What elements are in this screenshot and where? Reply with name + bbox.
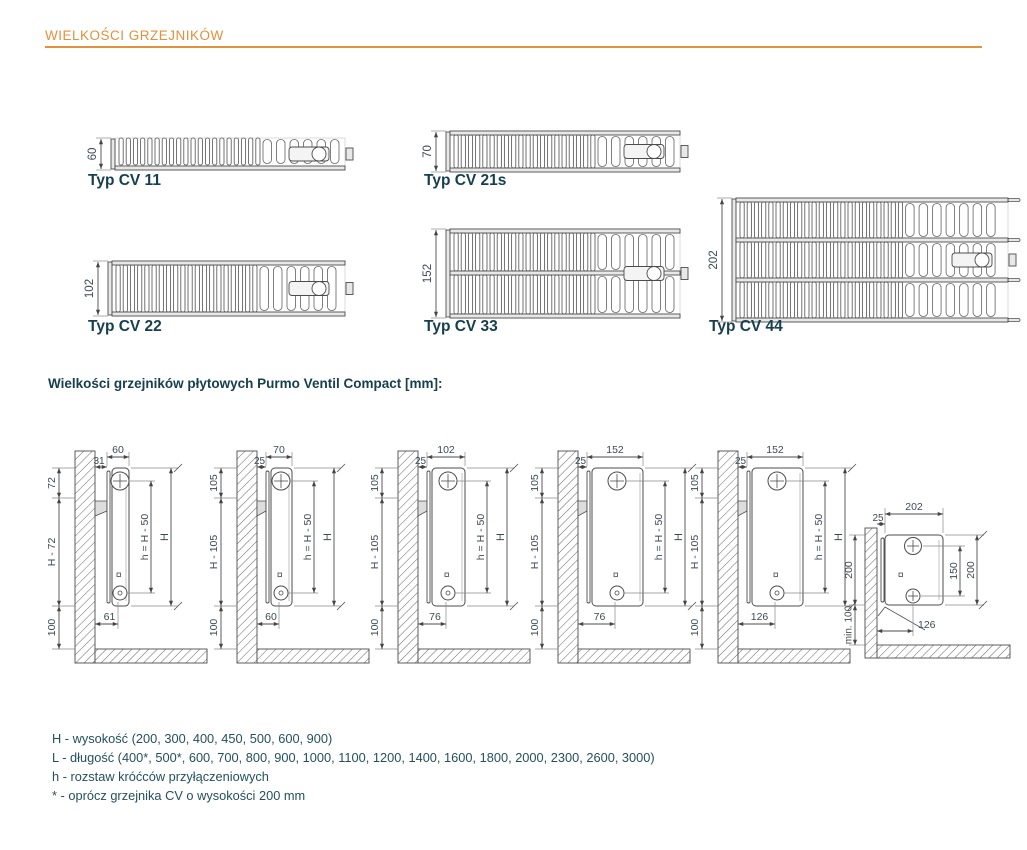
side-view-cv21s	[208, 444, 369, 663]
svg-text:H - 105: H - 105	[688, 534, 701, 570]
svg-text:100: 100	[688, 618, 701, 637]
wall-bracket	[95, 501, 107, 516]
svg-text:25: 25	[574, 456, 587, 467]
svg-text:25: 25	[734, 456, 747, 467]
svg-text:105: 105	[207, 474, 220, 492]
svg-text:H - 105: H - 105	[207, 534, 220, 570]
side-view-cv44	[689, 444, 856, 663]
svg-text:200: 200	[842, 561, 855, 579]
svg-text:H: H	[672, 533, 685, 541]
svg-text:200: 200	[964, 561, 977, 579]
cross-section-label-cv11: Typ CV 11	[88, 172, 161, 189]
svg-text:202: 202	[905, 501, 923, 513]
footnote-h: H - wysokość (200, 300, 400, 450, 500, 600, 900)	[52, 731, 333, 746]
svg-text:60: 60	[112, 444, 124, 456]
svg-text:202: 202	[708, 250, 721, 270]
svg-text:102: 102	[437, 444, 455, 456]
cross-section-cv44	[708, 198, 1020, 322]
svg-text:152: 152	[766, 444, 784, 456]
svg-text:h = H - 50: h = H - 50	[652, 513, 665, 561]
cross-section-cv22	[84, 261, 353, 316]
svg-text:105: 105	[528, 474, 541, 492]
svg-text:126: 126	[750, 611, 769, 623]
svg-text:h = H - 50: h = H - 50	[138, 513, 151, 561]
section2-heading: Wielkości grzejników płytowych Purmo Ventil Compact [mm]:	[48, 376, 443, 391]
cross-section-label-cv21s: Typ CV 21s	[424, 172, 507, 189]
wall-hatch	[865, 528, 877, 658]
svg-text:H: H	[158, 533, 171, 541]
wall-hatch	[558, 451, 578, 663]
svg-text:25: 25	[414, 456, 427, 467]
svg-text:100: 100	[528, 618, 541, 637]
svg-text:60: 60	[265, 611, 277, 623]
floor-hatch	[578, 649, 690, 663]
svg-text:72: 72	[45, 477, 58, 489]
side-view-low-profile	[843, 501, 1010, 658]
wall-bracket	[738, 501, 747, 516]
side-view-cv22	[369, 444, 530, 663]
svg-text:25: 25	[872, 513, 884, 524]
svg-text:61: 61	[103, 611, 116, 623]
cross-section-label-cv22: Typ CV 22	[88, 318, 162, 335]
cross-section-label-cv44: Typ CV 44	[709, 318, 783, 335]
svg-text:H - 105: H - 105	[528, 534, 541, 570]
svg-text:102: 102	[84, 278, 97, 299]
wall-bracket	[418, 501, 427, 516]
svg-text:152: 152	[422, 263, 435, 284]
svg-text:60: 60	[87, 147, 100, 161]
svg-text:105: 105	[368, 474, 381, 492]
svg-text:h = H - 50: h = H - 50	[301, 513, 314, 561]
cross-section-cv33	[422, 229, 688, 318]
footnote-star: * - oprócz grzejnika CV o wysokości 200 mm	[52, 788, 306, 803]
svg-text:h = H - 50: h = H - 50	[474, 513, 487, 561]
floor-hatch	[257, 649, 369, 663]
svg-text:70: 70	[422, 145, 435, 158]
svg-text:100: 100	[45, 618, 58, 637]
cross-section-label-cv33: Typ CV 33	[424, 318, 498, 335]
floor-hatch	[877, 645, 1010, 658]
wall-hatch	[398, 451, 418, 663]
floor-hatch	[418, 649, 530, 663]
svg-text:76: 76	[429, 611, 441, 623]
svg-text:H: H	[494, 533, 507, 541]
wall-bracket	[257, 501, 266, 516]
floor-hatch	[95, 649, 207, 663]
cross-section-cv21s	[422, 131, 688, 172]
footnote-hh: h - rozstaw króćców przyłączeniowych	[52, 769, 269, 784]
svg-text:25: 25	[253, 456, 266, 467]
floor-hatch	[738, 649, 850, 663]
side-view-cv11	[46, 444, 207, 663]
svg-text:152: 152	[606, 444, 624, 456]
cross-section-cv11	[87, 138, 353, 170]
page-title: WIELKOŚCI GRZEJNIKÓW	[45, 28, 224, 43]
svg-text:min. 100: min. 100	[843, 605, 855, 645]
svg-text:H: H	[321, 533, 334, 541]
footnote-l: L - długość (400*, 500*, 600, 700, 800, 900, 1000, 1100, 1200, 1400, 1600, 1800, 2000, 2300, 2600, 3000)	[52, 750, 655, 765]
svg-text:H - 105: H - 105	[368, 534, 381, 570]
svg-text:150: 150	[947, 562, 960, 580]
svg-text:h = H - 50: h = H - 50	[812, 513, 825, 561]
wall-hatch	[718, 451, 738, 663]
svg-text:100: 100	[368, 618, 381, 637]
svg-text:70: 70	[273, 444, 285, 456]
svg-text:100: 100	[207, 618, 220, 637]
side-view-cv33	[529, 444, 696, 663]
svg-text:105: 105	[688, 474, 701, 492]
svg-text:H: H	[832, 533, 845, 541]
svg-text:H - 72: H - 72	[45, 537, 58, 567]
wall-bracket	[578, 501, 587, 516]
wall-hatch	[75, 451, 95, 663]
wall-hatch	[237, 451, 257, 663]
svg-text:31: 31	[93, 456, 105, 467]
svg-text:76: 76	[593, 611, 606, 623]
svg-text:126: 126	[918, 619, 936, 631]
